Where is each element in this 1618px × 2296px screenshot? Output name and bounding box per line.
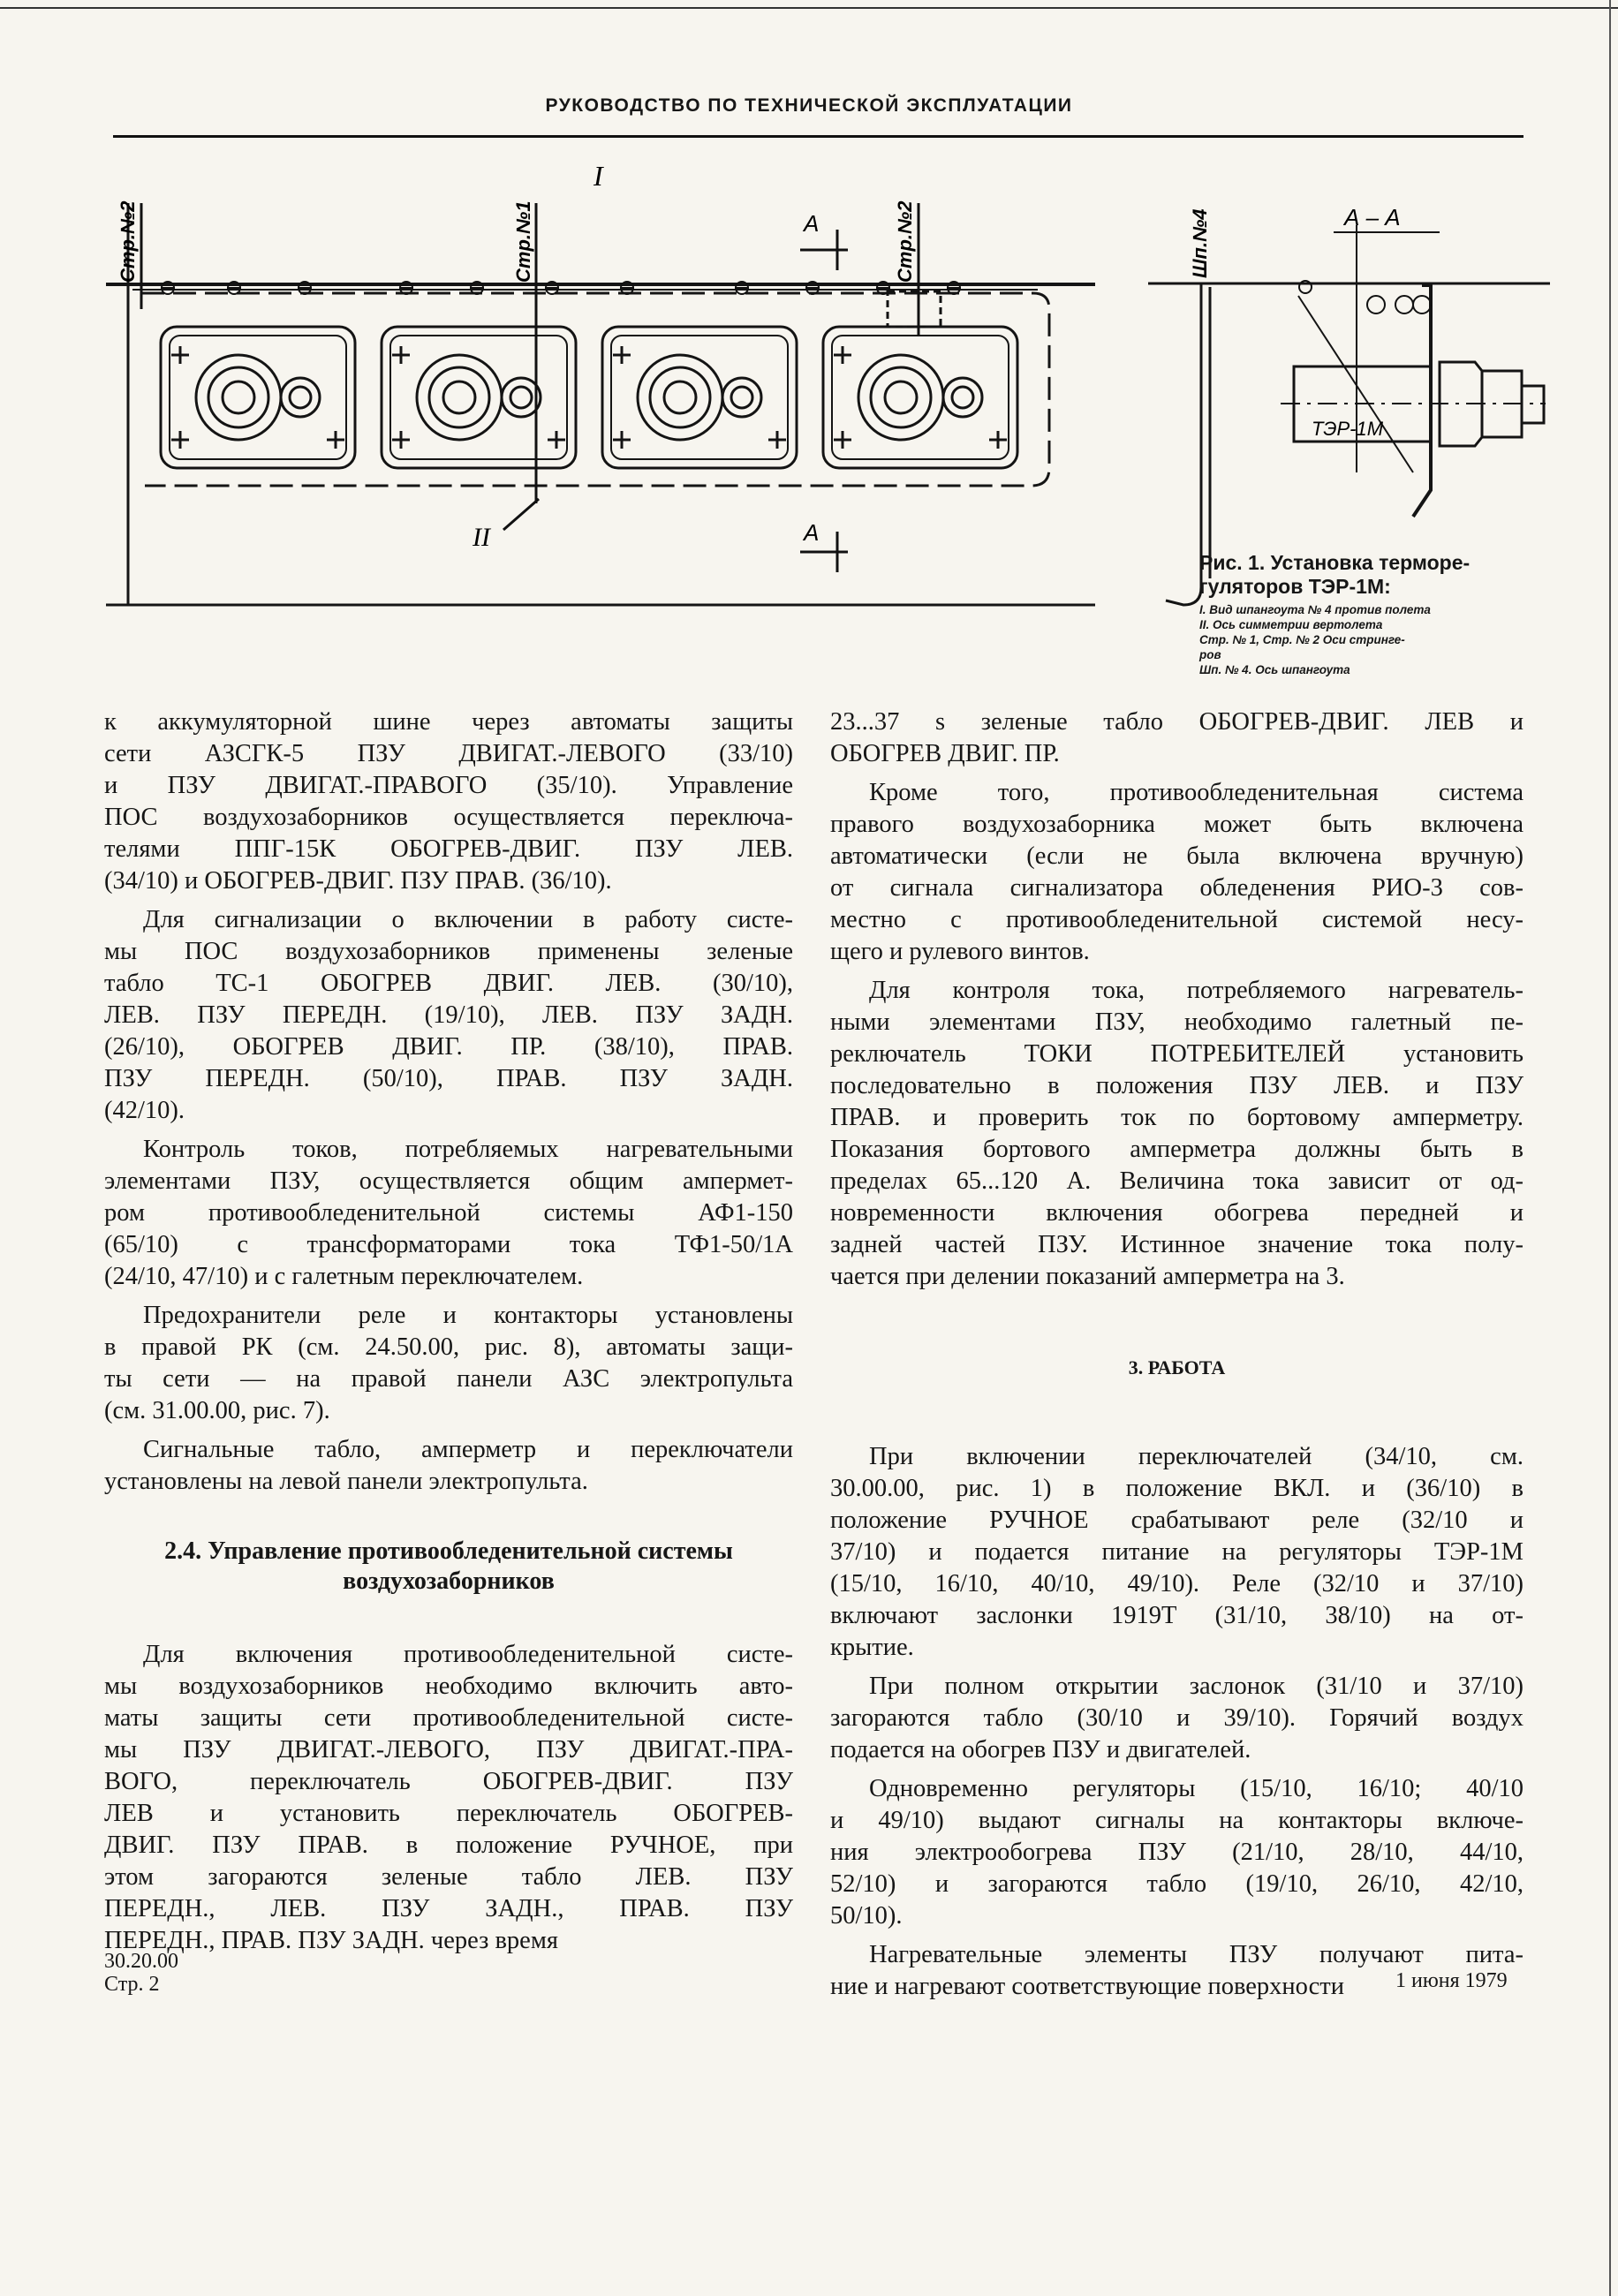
paragraph <box>104 1639 793 1957</box>
section-title: А – А <box>1344 204 1401 230</box>
section-mark-bottom-letter: А <box>804 519 820 546</box>
text-line: элементами ПЗУ, осуществляется общим ампермет- <box>104 1167 793 1195</box>
text-line: крытие. <box>830 1634 914 1661</box>
scan-right-edge <box>1609 0 1611 2296</box>
paragraph <box>830 1671 1523 1766</box>
left-text-column <box>104 706 793 1964</box>
text-line: щего и рулевого винтов. <box>830 938 1090 965</box>
paragraph <box>104 1300 793 1427</box>
section-heading-line: 3. РАБОТА <box>1128 1356 1226 1378</box>
text-line: ние и нагревают соответствующие поверхности <box>830 1973 1344 2000</box>
text-line: (24/10, 47/10) и с галетным переключателем. <box>104 1263 584 1290</box>
page-number: Стр. 2 <box>104 1973 160 1996</box>
paragraph <box>830 777 1523 968</box>
text-line: чается при делении показаний амперметра на 3. <box>830 1263 1345 1290</box>
running-header: РУКОВОДСТВО ПО ТЕХНИЧЕСКОЙ ЭКСПЛУАТАЦИИ <box>545 95 1073 116</box>
text-line: (см. 31.00.00, рис. 7). <box>104 1397 330 1424</box>
text-line: ЛЕВ. ПЗУ ПЕРЕДН. (19/10), ЛЕВ. ПЗУ ЗАДН. <box>104 1001 793 1029</box>
text-line: Одновременно регуляторы (15/10, 16/10; 40/10 <box>869 1775 1523 1802</box>
heater-unit <box>382 327 576 468</box>
figure-section-a-a <box>1148 190 1554 614</box>
caption-title-line: гуляторов ТЭР-1М: <box>1199 575 1391 598</box>
text-line: 23...37 s зеленые табло ОБОГРЕВ-ДВИГ. ЛЕВ и <box>830 708 1523 736</box>
text-line: Сигнальные табло, амперметр и переключатели <box>143 1436 793 1463</box>
text-line: последовательно в положения ПЗУ ЛЕВ. и ПЗУ <box>830 1072 1523 1099</box>
text-line: подается на обогрев ПЗУ и двигателей. <box>830 1736 1251 1764</box>
text-line: ты сети — на правой панели АЗС электропульта <box>104 1365 793 1393</box>
section-heading-2-4 <box>104 1537 793 1597</box>
text-line: Для сигнализации о включении в работу систе- <box>143 906 793 933</box>
text-line: 37/10) и подается питание на регуляторы ТЭР-1М <box>830 1538 1523 1566</box>
label-stringer-1: Стр.№1 <box>512 200 534 283</box>
text-line: ПОС воздухозаборников осуществляется переключа- <box>104 804 793 831</box>
text-line: ПЕРЕДН., ЛЕВ. ПЗУ ЗАДН., ПРАВ. ПЗУ <box>104 1895 793 1922</box>
text-line: маты защиты сети противообледенительной систе- <box>104 1704 793 1732</box>
text-line: загораются табло (30/10 и 39/10). Горячий воздух <box>830 1704 1523 1732</box>
paragraph <box>830 975 1523 1293</box>
text-line: мы ПОС воздухозаборников применены зеленые <box>104 938 793 965</box>
scan-top-edge <box>0 7 1618 9</box>
caption-legend-line: Шп. № 4. Ось шпангоута <box>1199 663 1350 676</box>
text-line: Показания бортового амперметра должны быть в <box>830 1136 1523 1163</box>
roman-numeral-top: I <box>594 160 603 192</box>
paragraph <box>830 1441 1523 1664</box>
paragraph <box>104 904 793 1127</box>
text-line: ПРАВ. и проверить ток по бортовому амперметру. <box>830 1104 1523 1131</box>
text-line: новременности включения обогрева передней и <box>830 1199 1523 1227</box>
frame-web <box>1166 283 1201 605</box>
fuselage-contour <box>141 293 1049 486</box>
text-line: ЛЕВ и установить переключатель ОБОГРЕВ- <box>104 1800 793 1827</box>
text-line: и ПЗУ ДВИГАТ.-ПРАВОГО (35/10). Управление <box>104 772 793 799</box>
heater-unit <box>161 327 355 468</box>
text-line: мы ПЗУ ДВИГАТ.-ЛЕВОГО, ПЗУ ДВИГАТ.-ПРА- <box>104 1736 793 1764</box>
text-line: При включении переключателей (34/10, см. <box>869 1443 1523 1470</box>
bracket <box>888 291 941 327</box>
caption-legend-line: II. Ось симметрии вертолета <box>1199 618 1383 631</box>
text-line: положение РУЧНОЕ срабатывают реле (32/10 и <box>830 1507 1523 1534</box>
text-line: в правой РК (см. 24.50.00, рис. 8), автоматы защи- <box>104 1333 793 1361</box>
caption-legend-line: I. Вид шпангоута № 4 против полета <box>1199 603 1431 616</box>
text-line: правого воздухозаборника может быть включена <box>830 811 1523 838</box>
text-line: ПЕРЕДН., ПРАВ. ПЗУ ЗАДН. через время <box>104 1927 558 1954</box>
label-stringer-2-right: Стр.№2 <box>894 200 916 283</box>
text-line: телями ППГ-15К ОБОГРЕВ-ДВИГ. ПЗУ ЛЕВ. <box>104 835 793 863</box>
caption-legend-line: ров <box>1199 648 1221 661</box>
text-line: (34/10) и ОБОГРЕВ-ДВИГ. ПЗУ ПРАВ. (36/10). <box>104 867 612 895</box>
text-line: При полном открытии заслонок (31/10 и 37/10) <box>869 1673 1523 1700</box>
text-line: от сигнала сигнализатора обледенения РИО-3 сов- <box>830 874 1523 902</box>
label-frame-4: Шп.№4 <box>1189 208 1211 278</box>
text-line: Для включения противообледенительной систе- <box>143 1641 793 1668</box>
text-line: пределах 65...120 А. Величина тока зависит от од- <box>830 1167 1523 1195</box>
text-line: мы воздухозаборников необходимо включить авто- <box>104 1673 793 1700</box>
text-line: (65/10) с трансформаторами тока ТФ1-50/1А <box>104 1231 793 1258</box>
doc-number: 30.20.00 <box>104 1950 178 1973</box>
text-line: ПЗУ ПЕРЕДН. (50/10), ПРАВ. ПЗУ ЗАДН. <box>104 1065 793 1092</box>
caption-title <box>1199 551 1535 599</box>
text-line: Предохранители реле и контакторы установлены <box>143 1302 793 1329</box>
text-line: автоматически (если не была включена вручную) <box>830 842 1523 870</box>
paragraph <box>830 1773 1523 1932</box>
text-line: Контроль токов, потребляемых нагревательными <box>143 1136 793 1163</box>
caption-legend-line: Стр. № 1, Стр. № 2 Оси стринге- <box>1199 633 1405 646</box>
leader-line <box>503 499 539 530</box>
section-heading-line: 2.4. Управление противообледенительной системы <box>164 1537 733 1565</box>
text-line: ОБОГРЕВ ДВИГ. ПР. <box>830 740 1060 767</box>
text-line: Для контроля тока, потребляемого нагреватель- <box>869 977 1523 1004</box>
text-line: ром противообледенительной системы АФ1-150 <box>104 1199 793 1227</box>
label-stringer-2-left: Стр.№2 <box>117 200 139 283</box>
text-line: 50/10). <box>830 1902 903 1930</box>
text-line: и 49/10) выдают сигналы на контакторы включе- <box>830 1807 1523 1834</box>
caption-title-line: Рис. 1. Установка терморе- <box>1199 551 1471 574</box>
text-line: табло ТС-1 ОБОГРЕВ ДВИГ. ЛЕВ. (30/10), <box>104 970 793 997</box>
device-label: ТЭР-1М <box>1312 418 1384 440</box>
text-line: ВОГО, переключатель ОБОГРЕВ-ДВИГ. ПЗУ <box>104 1768 793 1795</box>
heater-unit <box>823 327 1017 468</box>
paragraph <box>104 706 793 897</box>
section-heading-3 <box>830 1353 1523 1383</box>
right-text-column <box>830 706 1523 2010</box>
header-rule <box>113 135 1523 138</box>
paragraph <box>104 1434 793 1498</box>
text-line: этом загораются зеленые табло ЛЕВ. ПЗУ <box>104 1863 793 1891</box>
text-line: ДВИГ. ПЗУ ПРАВ. в положение РУЧНОЕ, при <box>104 1832 793 1859</box>
text-line: 30.00.00, рис. 1) в положение ВКЛ. и (36/10) в <box>830 1475 1523 1502</box>
text-line: Кроме того, противообледенительная система <box>869 779 1523 806</box>
text-line: (15/10, 16/10, 40/10, 49/10). Реле (32/10 и 37/10) <box>830 1570 1523 1597</box>
figure-caption <box>1199 551 1535 677</box>
bracket-fasteners <box>1299 281 1431 313</box>
heater-unit <box>602 327 797 468</box>
footer-left <box>104 1950 178 1996</box>
paragraph <box>104 1134 793 1293</box>
text-line: ными элементами ПЗУ, необходимо галетный пе- <box>830 1008 1523 1036</box>
figure-installation-view <box>106 150 1104 627</box>
section-heading-line: воздухозаборников <box>343 1567 555 1595</box>
text-line: Нагревательные элементы ПЗУ получают пита- <box>869 1941 1523 1968</box>
text-line: (26/10), ОБОГРЕВ ДВИГ. ПР. (38/10), ПРАВ. <box>104 1033 793 1061</box>
paragraph <box>830 706 1523 770</box>
text-line: установлены на левой панели электропульта. <box>104 1468 588 1495</box>
footer-date: 1 июня 1979 <box>1395 1969 1508 1992</box>
text-line: сети АЗСГК-5 ПЗУ ДВИГАТ.-ЛЕВОГО (33/10) <box>104 740 793 767</box>
text-line: включают заслонки 1919Т (31/10, 38/10) на от- <box>830 1602 1523 1629</box>
heater-units <box>161 327 1017 468</box>
text-line: 52/10) и загораются табло (19/10, 26/10, 42/10, <box>830 1870 1523 1898</box>
roman-numeral-bottom: II <box>473 523 490 552</box>
text-line: задней частей ПЗУ. Истинное значение тока полу- <box>830 1231 1523 1258</box>
text-line: реключатель ТОКИ ПОТРЕБИТЕЛЕЙ установить <box>830 1040 1523 1068</box>
text-line: местно с противообледенительной системой несу- <box>830 906 1523 933</box>
section-mark-top-letter: А <box>804 210 820 237</box>
text-line: ния электрообогрева ПЗУ (21/10, 28/10, 44/10, <box>830 1839 1523 1866</box>
text-line: (42/10). <box>104 1097 185 1124</box>
text-line: к аккумуляторной шине через автоматы защиты <box>104 708 793 736</box>
mount-bracket <box>1413 285 1431 517</box>
